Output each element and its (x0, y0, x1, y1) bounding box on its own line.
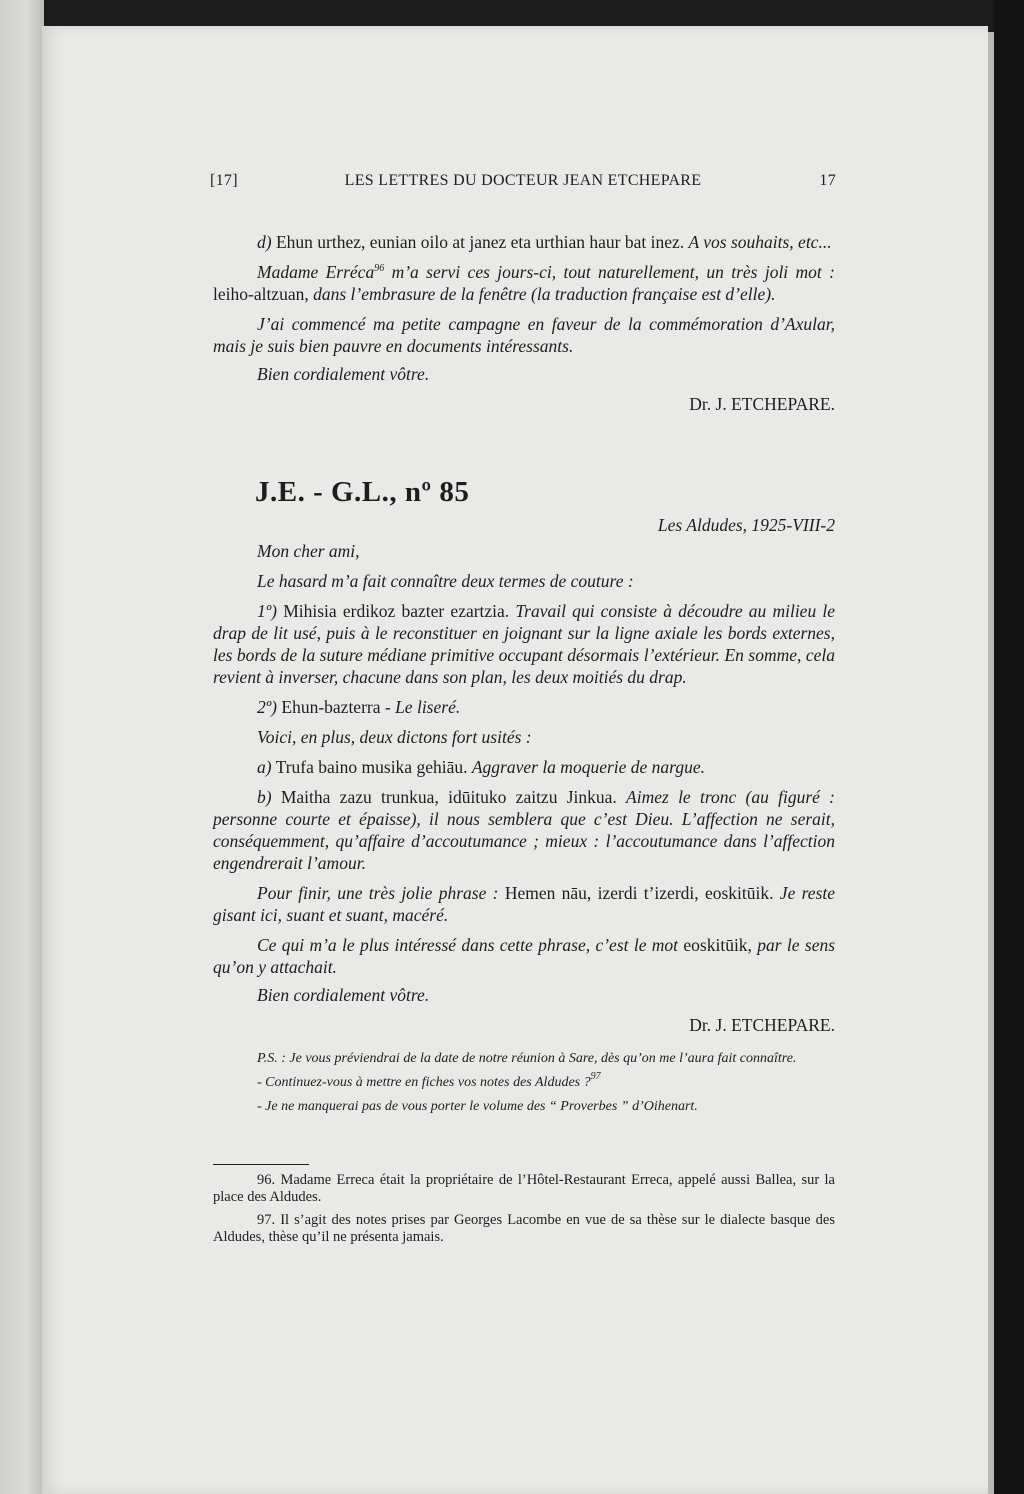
footnote-96: 96. Madame Erreca était la propriétaire de l’Hôtel-Restaurant Erreca, appelé aussi Ballea, sur la place des Aldudes. (213, 1172, 835, 1205)
signature-1: Dr. J. ETCHEPARE. (689, 394, 835, 414)
dicton-a: a) Trufa baino musika gehiāu. Aggraver la moquerie de nargue. (257, 757, 705, 777)
ps: P.S. : Je vous préviendrai de la date de notre réunion à Sare, dès qu’on me l’aura fait connaître. (257, 1051, 797, 1066)
letter-84-end (213, 231, 835, 415)
page-ref: [17] (210, 172, 238, 189)
place-date: Les Aldudes, 1925-VIII-2 (657, 515, 835, 535)
facing-page-edge (0, 0, 44, 1494)
closing-1: Bien cordialement vôtre. (257, 364, 430, 384)
letter-85 (213, 514, 835, 1116)
scan-background (994, 0, 1024, 1494)
footnote-97: 97. Il s’agit des notes prises par Georges Lacombe en vue de sa thèse sur le dialecte basque des Aldudes, thèse qu’il ne présenta jamais. (213, 1212, 835, 1245)
running-title: LES LETTRES DU DOCTEUR JEAN ETCHEPARE (344, 172, 702, 189)
letter-heading: J.E. - G.L., nº 85 (255, 476, 470, 508)
paragraph-d: d) Ehun urthez, eunian oilo at janez eta urthian haur bat inez. A vos souhaits, etc... (257, 232, 832, 252)
footnote-rule (213, 1164, 309, 1165)
ps-question-2: - Je ne manquerai pas de vous porter le volume des “ Proverbes ” d’Oihenart. (257, 1099, 698, 1114)
paragraph-axular: J’ai commencé ma petite campagne en faveur de la commémoration d’Axular, mais je suis bien pauvre en documents intéressants. (213, 314, 835, 356)
dicton-b: b) Maitha zazu trunkua, idūituko zaitzu Jinkua. Aimez le tronc (au figuré : personne courte et épaisse), il nous semblera que c’est Dieu. L’affection ne serait, conséquemment, qu’affaire d’accoutumance ; mieux : l’accoutumance dans l’affection engendrerait l’amour. (213, 787, 835, 873)
item-1: 1º) Mihisia erdikoz bazter ezartzia. Travail qui consiste à découdre au milieu le drap de lit usé, puis à le reconstituer en joignant sur la ligne axiale les bords externes, les bords de la suture médiane primitive occupant désormais l’extérieur. En somme, cela revient à inverser, chacune dans son plan, les deux moitiés du drap. (213, 601, 835, 687)
intro: Le hasard m’a fait connaître deux termes de couture : (257, 571, 634, 591)
interest: Ce qui m’a le plus intéressé dans cette phrase, c’est le mot eoskitūik, par le sens qu’on y attachait. (213, 935, 836, 977)
pour-finir: Pour finir, une très jolie phrase : Hemen nāu, izerdi t’izerdi, eoskitūik. Je reste gisant ici, suant et suant, macéré. (213, 883, 836, 925)
footnote-ref-97: 97 (590, 1071, 601, 1082)
postscript (213, 1050, 835, 1116)
paragraph-errecca: Madame Erréca$^{96}$ m’a servi ces jours-ci, tout naturellement, un très joli mot : leiho-altzuan, dans l’embrasure de la fenêtre (la traduction française est d’elle). (213, 262, 835, 304)
signature-2: Dr. J. ETCHEPARE. (689, 1015, 835, 1035)
closing-2: Bien cordialement vôtre. (257, 985, 430, 1005)
page-number: 17 (819, 172, 836, 189)
item-2: 2º) Ehun-bazterra - Le liseré. (257, 697, 461, 717)
dictons-intro: Voici, en plus, deux dictons fort usités : (257, 727, 532, 747)
ps-question-1: - Continuez-vous à mettre en fiches vos notes des Aldudes ?$^{97}$ (257, 1071, 601, 1090)
footnote-ref-96: 96 (374, 263, 385, 274)
salutation: Mon cher ami, (257, 541, 360, 561)
